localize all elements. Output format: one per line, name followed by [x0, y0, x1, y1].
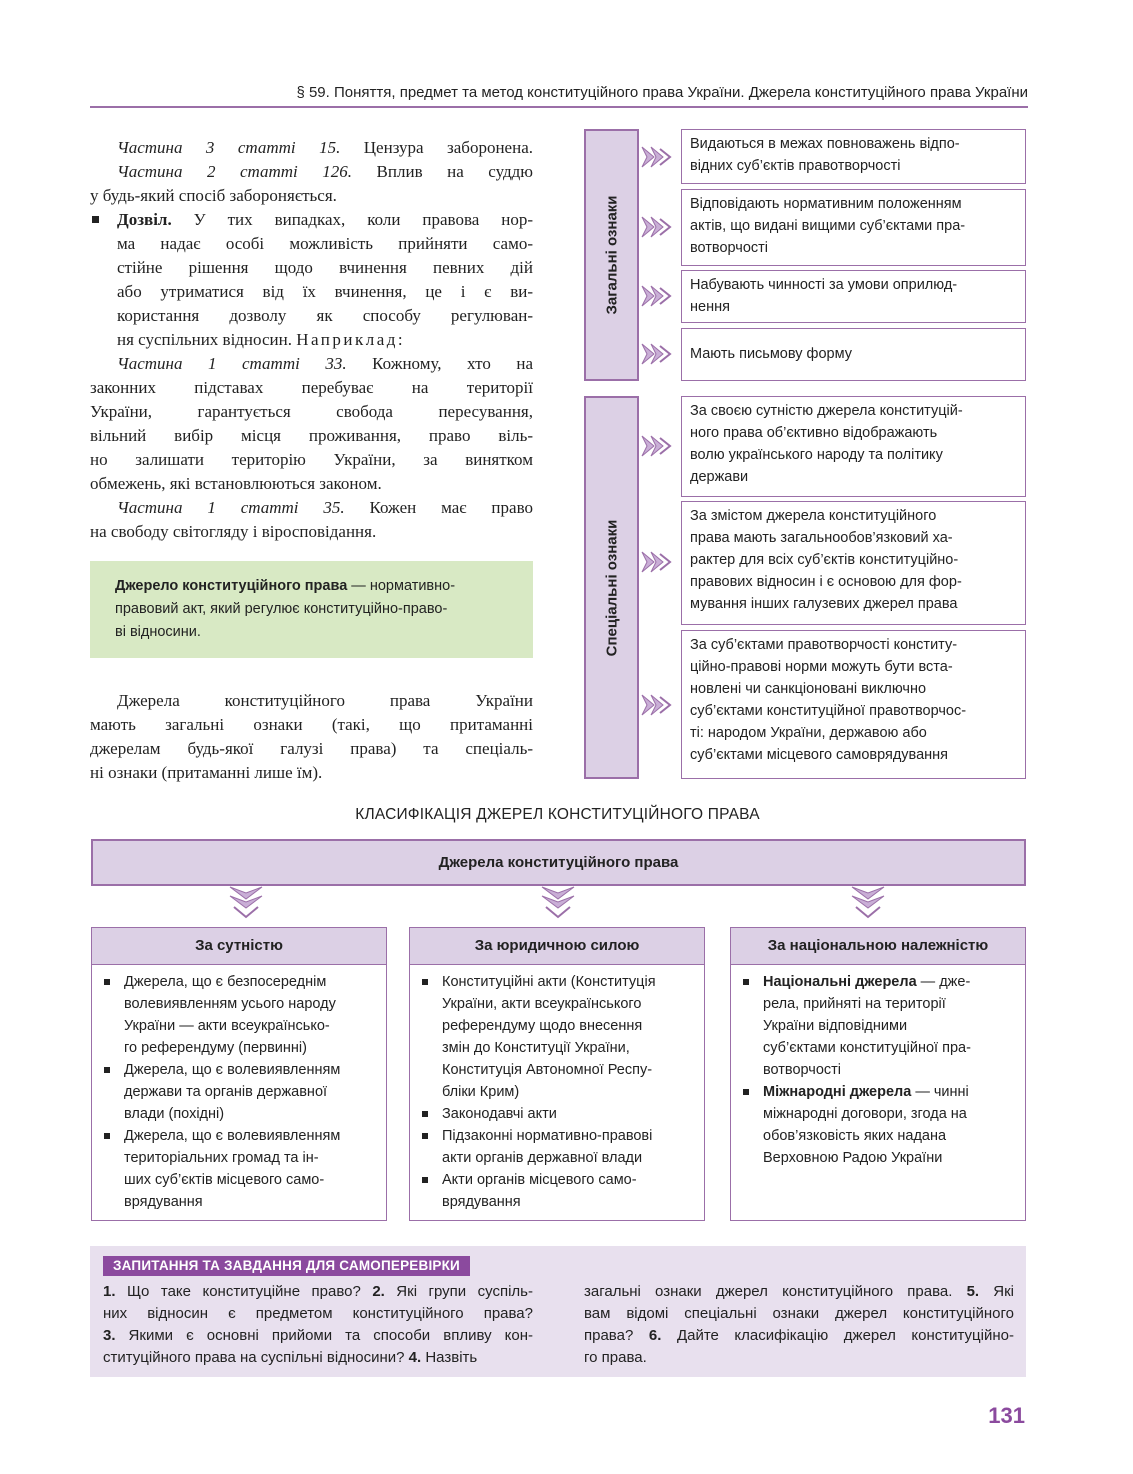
article-ref: Частина 1 статті 35.: [117, 498, 345, 517]
general-features-label: Загальні ознаки: [584, 129, 639, 381]
class-column-nationality: [730, 927, 1026, 1221]
text-line: мають загальні ознаки (такі, що притаманні: [90, 715, 533, 734]
text-line: користання дозволу як способу регулюван-: [117, 306, 533, 325]
term-permission: Дозвіл.: [117, 210, 172, 229]
text-line: на свободу світогляду і віросповідання.: [90, 522, 377, 541]
special-feature-box: За своєю сутністю джерела конституцій- ного права об’єктивно відображають волю українського народу та політику держави: [681, 396, 1026, 497]
question-line: загальні ознаки джерел конституційного права. 5. Які: [584, 1283, 1014, 1300]
question-line: ституційного права на суспільні відносини? 4. Назвіть: [103, 1349, 478, 1366]
question-number: 3.: [103, 1327, 116, 1344]
text-line: стійне рішення щодо вчинення певних дій: [117, 258, 533, 277]
list-item: Акти органів місцевого само- врядування: [420, 1169, 698, 1213]
class-column-legal-force: [409, 927, 705, 1221]
general-feature-box: Видаються в межах повноважень відпо- відних суб’єктів правотворчості: [681, 129, 1026, 184]
list-item: Джерела, що є волевиявленням територіальних громад та ін- ших суб’єктів місцевого само- врядування: [102, 1125, 380, 1213]
question-line: права? 6. Дайте класифікацію джерел конституційно-: [584, 1327, 1014, 1344]
list-item: Національні джерела — дже- рела, прийняті на території України відповідними суб’єктами конституційної пра- вотворчості: [741, 971, 1019, 1081]
right-arrow-icon: [640, 143, 676, 171]
question-number: 1.: [103, 1283, 116, 1300]
spaced-word: Наприклад:: [296, 330, 406, 349]
column-heading: За національною належністю: [731, 928, 1025, 965]
special-features-label: Спеціальні ознаки: [584, 396, 639, 779]
definition-term: Джерело конституційного права: [115, 578, 348, 594]
text-line: Частина 2 статті 126. Вплив на суддю: [117, 162, 533, 181]
article-ref: Частина 3 статті 15.: [117, 138, 341, 157]
right-arrow-icon: [640, 691, 676, 719]
page-number: 131: [988, 1403, 1025, 1428]
article-ref: Частина 1 статті 33.: [117, 354, 347, 373]
special-feature-box: За змістом джерела конституційного права мають загальнообов’язковий ха- рактер для всіх суб’єктів конституційно- правових відносин і є основою для фор- мування інших галузевих джерел права: [681, 501, 1026, 625]
question-line: 1. Що таке конституційне право? 2. Які групи суспіль-: [103, 1283, 533, 1300]
text-line: джерелам будь-якої галузі права) та спеціаль-: [90, 739, 533, 758]
question-number: 6.: [648, 1327, 662, 1344]
classification-title: КЛАСИФІКАЦІЯ ДЖЕРЕЛ КОНСТИТУЦІЙНОГО ПРАВА: [355, 806, 760, 823]
question-line: них відносин є предметом конституційного права?: [103, 1305, 533, 1322]
text-line: Частина 1 статті 33. Кожному, хто на: [117, 354, 533, 373]
special-feature-box: За суб’єктами правотворчості конститу- ційно-правові норми можуть бути вста- новлені чи санкціоновані виключно суб’єктами конституційної правотворчос- ті: народом України, державою або суб’єктами місцевого самоврядування: [681, 630, 1026, 779]
general-feature-box: Мають письмову форму: [681, 328, 1026, 381]
down-arrow-icon: [224, 885, 268, 925]
text-line: Частина 3 статті 15. Цензура заборонена.: [117, 138, 533, 157]
text-line: Джерела конституційного права України: [117, 691, 533, 710]
definition-line: правовий акт, який регулює конституційно-право-: [115, 601, 448, 617]
general-feature-box: Відповідають нормативним положенням актів, що видані вищими суб’єктами пра- вотворчості: [681, 189, 1026, 266]
right-arrow-icon: [640, 432, 676, 460]
right-arrow-icon: [640, 548, 676, 576]
right-arrow-icon: [640, 213, 676, 241]
text-line: законних підставах перебуває на території: [90, 378, 533, 397]
text-line: ня суспільних відносин. Наприклад:: [117, 330, 406, 349]
text-line: обмежень, які встановлюються законом.: [90, 474, 382, 493]
right-arrow-icon: [640, 340, 676, 368]
definition-line: Джерело конституційного права — нормативно-: [115, 578, 456, 594]
header-divider: [90, 106, 1028, 108]
question-line: 3. Якими є основні прийоми та способи впливу кон-: [103, 1327, 533, 1344]
class-column-essence: [91, 927, 387, 1221]
list-item: Підзаконні нормативно-правові акти органів державної влади: [420, 1125, 698, 1169]
article-ref: Частина 2 статті 126.: [117, 162, 353, 181]
text-line: у будь-який спосіб забороняється.: [90, 186, 337, 205]
text-line: Дозвіл. У тих випадках, коли правова нор-: [117, 210, 533, 229]
column-heading: За юридичною силою: [410, 928, 704, 965]
question-number: 2.: [372, 1283, 385, 1300]
question-line: го права.: [584, 1349, 647, 1366]
text-line: або утриматися від їх вчинення, це і є ви-: [117, 282, 533, 301]
down-arrow-icon: [536, 885, 580, 925]
question-number: 5.: [966, 1283, 980, 1300]
text-line: Частина 1 статті 35. Кожен має право: [117, 498, 533, 517]
column-heading: За сутністю: [92, 928, 386, 965]
questions-title: ЗАПИТАННЯ ТА ЗАВДАННЯ ДЛЯ САМОПЕРЕВІРКИ: [103, 1256, 470, 1276]
list-item: Конституційні акти (Конституція України, акти всеукраїнського референдуму щодо внесення змін до Конституції України, Конституція Автономної Респу- бліки Крим): [420, 971, 698, 1103]
down-arrow-icon: [846, 885, 890, 925]
list-item: Джерела, що є волевиявленням держави та органів державної влади (похідні): [102, 1059, 380, 1125]
text-line: ні ознаки (притаманні лише їм).: [90, 763, 323, 782]
text-line: України, гарантується свобода пересування,: [90, 402, 533, 421]
classification-root: Джерела конституційного права: [91, 839, 1026, 886]
list-item: Джерела, що є безпосереднім волевиявленням усього народу України — акти всеукраїнсько- го референдуму (первинні): [102, 971, 380, 1059]
list-item: Міжнародні джерела — чинні міжнародні договори, згода на обов’язковість яких надана Верховною Радою України: [741, 1081, 1019, 1169]
question-line: вам відомі спеціальні ознаки джерел конституційного: [584, 1305, 1014, 1322]
question-number: 4.: [408, 1349, 422, 1366]
right-arrow-icon: [640, 282, 676, 310]
page-header: § 59. Поняття, предмет та метод конституційного права України. Джерела конституційного права України: [296, 84, 1028, 101]
general-feature-box: Набувають чинності за умови оприлюд- нення: [681, 270, 1026, 323]
text-line: но залишати територію України, за винятком: [90, 450, 533, 469]
definition-line: ві відносини.: [115, 624, 201, 640]
text-line: ма надає особі можливість прийняти само-: [117, 234, 533, 253]
list-item: Законодавчі акти: [420, 1103, 698, 1125]
text-line: вільний вибір місця проживання, право віль-: [90, 426, 533, 445]
